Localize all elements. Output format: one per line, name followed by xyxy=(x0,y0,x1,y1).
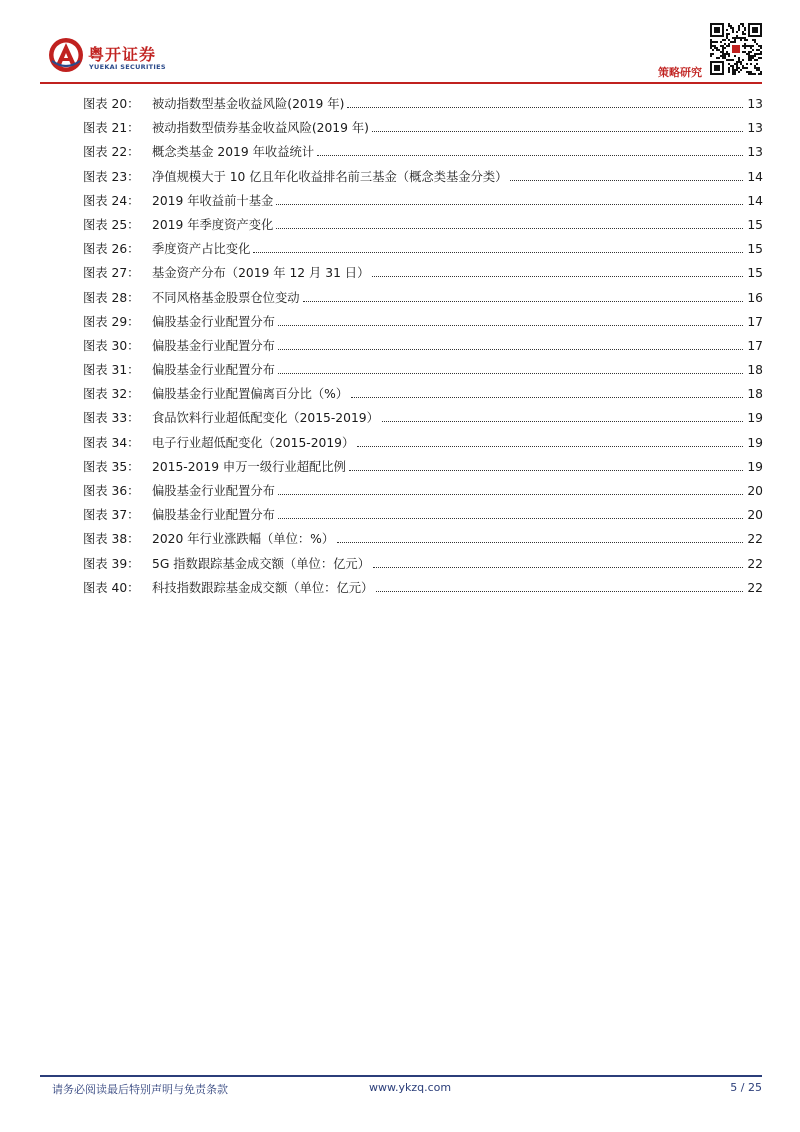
toc-entry[interactable] xyxy=(83,94,763,118)
toc-entry[interactable] xyxy=(83,263,763,287)
toc-entry-title[interactable]: 食品饮料行业超低配变化（2015-2019） xyxy=(152,411,379,426)
toc-dot-leader xyxy=(276,228,743,229)
toc-entry-page[interactable]: 13 xyxy=(747,121,763,136)
toc-entry-page[interactable]: 15 xyxy=(747,217,763,232)
toc-entry-title[interactable]: 2019 年季度资产变化 xyxy=(152,217,274,232)
toc-entry-page[interactable]: 22 xyxy=(747,556,763,571)
toc-entry-page[interactable]: 20 xyxy=(747,508,763,523)
toc-entry[interactable] xyxy=(83,312,763,336)
qr-code-icon xyxy=(710,23,762,75)
toc-entry[interactable] xyxy=(83,481,763,505)
toc-entry-page[interactable]: 14 xyxy=(747,169,763,184)
page-header xyxy=(0,0,800,85)
footer-website-link[interactable]: www.ykzq.com xyxy=(369,1081,452,1094)
toc-entry-label: 图表 32： xyxy=(83,387,140,402)
toc-entry[interactable] xyxy=(83,239,763,263)
toc-entry-label: 图表 38： xyxy=(83,532,140,547)
toc-entry-title[interactable]: 偏股基金行业配置分布 xyxy=(152,314,275,329)
toc-dot-leader xyxy=(253,252,743,253)
toc-entry-title[interactable]: 净值规模大于 10 亿且年化收益排名前三基金（概念类基金分类） xyxy=(152,169,508,184)
toc-entry-title[interactable]: 偏股基金行业配置分布 xyxy=(152,338,275,353)
toc-entry-title[interactable]: 被动指数型债券基金收益风险(2019 年) xyxy=(152,121,369,136)
toc-entry[interactable] xyxy=(83,554,763,578)
toc-entry-label: 图表 33： xyxy=(83,411,140,426)
toc-entry[interactable] xyxy=(83,215,763,239)
toc-entry[interactable] xyxy=(83,142,763,166)
toc-entry-label: 图表 20： xyxy=(83,97,140,111)
toc-entry-page[interactable]: 17 xyxy=(747,314,763,329)
toc-dot-leader xyxy=(357,446,743,447)
toc-entry-title[interactable]: 偏股基金行业配置分布 xyxy=(152,508,275,523)
toc-entry-page[interactable]: 18 xyxy=(747,387,763,402)
page-number: 5 / 25 xyxy=(730,1081,762,1094)
toc-entry-page[interactable]: 18 xyxy=(747,363,763,378)
toc-entry-page[interactable]: 15 xyxy=(747,266,763,281)
toc-entry-label: 图表 26： xyxy=(83,242,140,257)
toc-entry-label: 图表 40： xyxy=(83,580,140,595)
toc-dot-leader xyxy=(351,397,743,398)
toc-entry-label: 图表 27： xyxy=(83,266,140,281)
toc-dot-leader xyxy=(337,542,743,543)
toc-dot-leader xyxy=(278,373,743,374)
toc-entry-label: 图表 36： xyxy=(83,484,140,498)
toc-entry-title[interactable]: 偏股基金行业配置分布 xyxy=(152,363,275,378)
header-divider xyxy=(40,82,762,84)
toc-entry-page[interactable]: 22 xyxy=(747,532,763,547)
toc-dot-leader xyxy=(382,421,743,422)
toc-dot-leader xyxy=(278,494,743,495)
toc-dot-leader xyxy=(276,204,743,205)
toc-entry[interactable] xyxy=(83,433,763,457)
toc-dot-leader xyxy=(278,349,743,350)
toc-entry[interactable] xyxy=(83,336,763,360)
toc-entry-title[interactable]: 被动指数型基金收益风险(2019 年) xyxy=(152,97,345,111)
toc-entry-page[interactable]: 19 xyxy=(747,411,763,426)
brand-name-english: YUEKAI SECURITIES xyxy=(89,63,166,71)
toc-entry-page[interactable]: 19 xyxy=(747,459,763,474)
toc-entry-title[interactable]: 不同风格基金股票仓位变动 xyxy=(152,290,300,305)
toc-dot-leader xyxy=(349,470,743,471)
toc-entry-title[interactable]: 2015-2019 申万一级行业超配比例 xyxy=(152,459,346,474)
toc-entry-label: 图表 29： xyxy=(83,314,140,329)
toc-entry-page[interactable]: 14 xyxy=(747,193,763,208)
figure-table-of-contents xyxy=(83,94,763,602)
toc-dot-leader xyxy=(347,107,743,108)
toc-entry-page[interactable]: 19 xyxy=(747,435,763,450)
brand-name: 粤开证券 xyxy=(88,45,157,64)
toc-entry[interactable] xyxy=(83,288,763,312)
toc-entry-page[interactable]: 17 xyxy=(747,338,763,353)
toc-entry-title[interactable]: 基金资产分布（2019 年 12 月 31 日） xyxy=(152,266,370,281)
toc-entry-label: 图表 21： xyxy=(83,121,140,136)
toc-entry-title[interactable]: 5G 指数跟踪基金成交额（单位：亿元） xyxy=(152,556,371,571)
toc-entry-label: 图表 35： xyxy=(83,459,140,474)
toc-entry-title[interactable]: 电子行业超低配变化（2015-2019） xyxy=(152,435,355,450)
toc-entry-title[interactable]: 季度资产占比变化 xyxy=(152,242,251,257)
toc-entry-title[interactable]: 偏股基金行业配置分布 xyxy=(152,484,275,498)
toc-entry-page[interactable]: 22 xyxy=(747,580,763,595)
toc-entry[interactable] xyxy=(83,529,763,553)
toc-entry-title[interactable]: 概念类基金 2019 年收益统计 xyxy=(152,145,315,160)
toc-entry-label: 图表 24： xyxy=(83,193,140,208)
toc-entry-title[interactable]: 2019 年收益前十基金 xyxy=(152,193,274,208)
toc-dot-leader xyxy=(376,591,743,592)
toc-entry-page[interactable]: 20 xyxy=(747,484,763,498)
footer-disclaimer[interactable]: 请务必阅读最后特别声明与免责条款 xyxy=(52,1083,228,1096)
toc-entry[interactable] xyxy=(83,118,763,142)
toc-entry[interactable] xyxy=(83,457,763,481)
toc-entry[interactable] xyxy=(83,384,763,408)
toc-entry[interactable] xyxy=(83,167,763,191)
toc-entry-label: 图表 22： xyxy=(83,145,140,160)
toc-dot-leader xyxy=(278,325,743,326)
footer-divider xyxy=(40,1075,762,1077)
toc-entry-label: 图表 34： xyxy=(83,435,140,450)
toc-entry[interactable] xyxy=(83,578,763,602)
toc-entry-title[interactable]: 2020 年行业涨跌幅（单位：%） xyxy=(152,532,335,547)
toc-dot-leader xyxy=(317,155,743,156)
toc-dot-leader xyxy=(372,276,743,277)
toc-entry-label: 图表 37： xyxy=(83,508,140,523)
toc-dot-leader xyxy=(510,180,743,181)
toc-entry-page[interactable]: 16 xyxy=(747,290,763,305)
toc-entry-page[interactable]: 15 xyxy=(747,242,763,257)
toc-dot-leader xyxy=(373,567,743,568)
toc-entry-label: 图表 25： xyxy=(83,217,140,232)
toc-entry[interactable] xyxy=(83,408,763,432)
toc-entry-title[interactable]: 偏股基金行业配置偏离百分比（%） xyxy=(152,387,349,402)
toc-entry-label: 图表 23： xyxy=(83,169,140,184)
toc-dot-leader xyxy=(303,301,744,302)
section-label: 策略研究 xyxy=(658,66,702,79)
toc-entry-label: 图表 28： xyxy=(83,290,140,305)
yuekai-logo-icon xyxy=(48,37,84,73)
toc-entry-label: 图表 39： xyxy=(83,556,140,571)
toc-entry-page[interactable]: 13 xyxy=(747,145,763,160)
toc-entry-label: 图表 31： xyxy=(83,363,140,378)
toc-dot-leader xyxy=(372,131,743,132)
toc-dot-leader xyxy=(278,518,743,519)
toc-entry[interactable] xyxy=(83,360,763,384)
toc-entry-label: 图表 30： xyxy=(83,338,140,353)
toc-entry-title[interactable]: 科技指数跟踪基金成交额（单位：亿元） xyxy=(152,580,374,595)
toc-entry-page[interactable]: 13 xyxy=(747,97,763,111)
toc-entry[interactable] xyxy=(83,191,763,215)
toc-entry[interactable] xyxy=(83,505,763,529)
